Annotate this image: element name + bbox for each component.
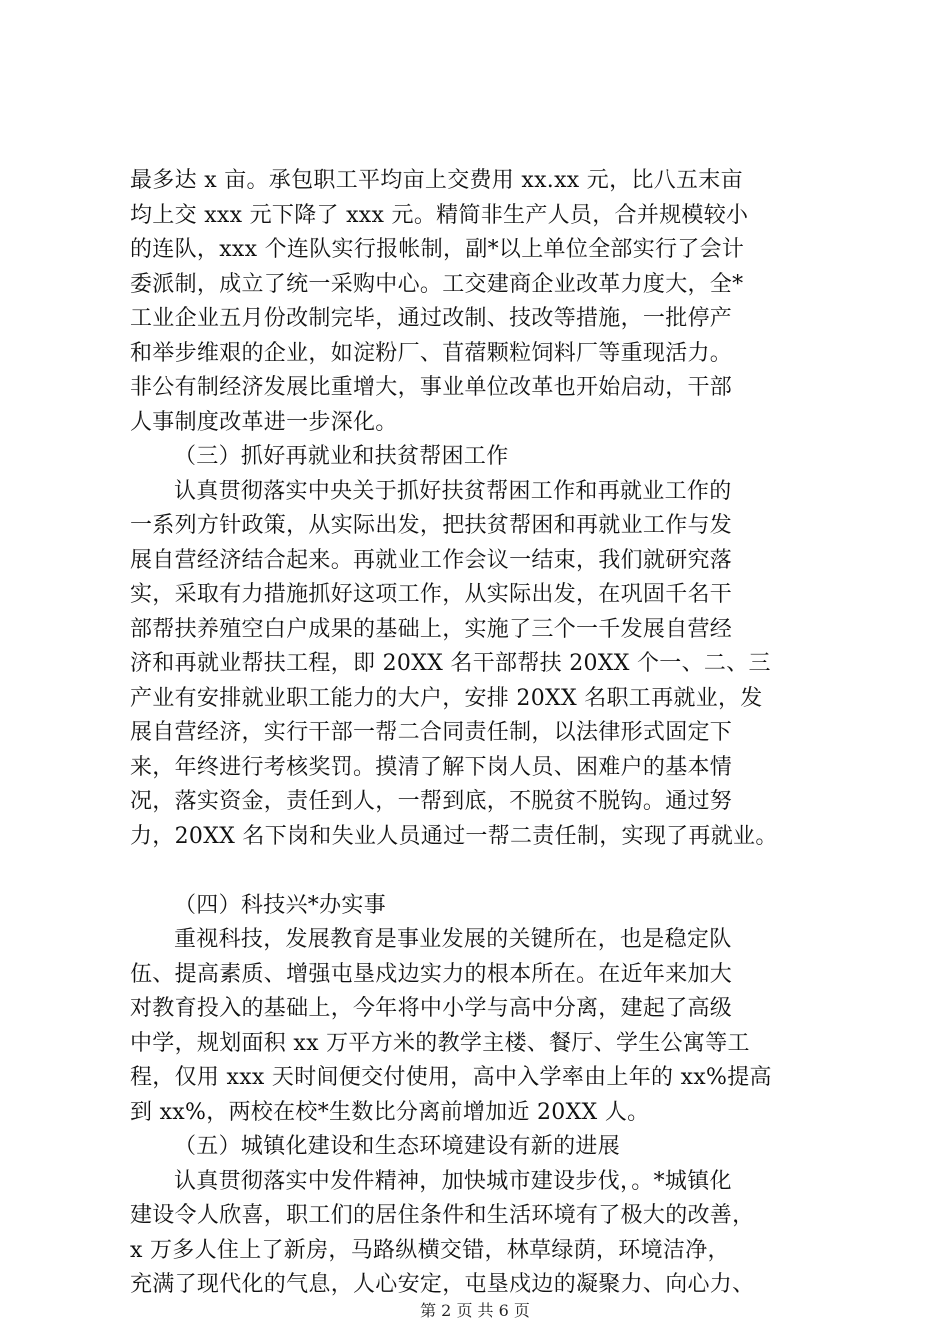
paragraph-line: 一系列方针政策，从实际出发，把扶贫帮困和再就业工作与发	[130, 513, 733, 538]
paragraph-line: 程，仅用 xxx 天时间便交付使用，高中入学率由上年的 xx%提高	[130, 1065, 772, 1090]
paragraph-line: 均上交 xxx 元下降了 xxx 元。精简非生产人员，合并规模较小	[130, 202, 749, 228]
paragraph-line: 展自营经济结合起来。再就业工作会议一结束，我们就研究落	[130, 547, 733, 573]
section-heading-4: （四）科技兴*办实事	[174, 892, 387, 918]
paragraph-line: 委派制，成立了统一采购中心。工交建商企业改革力度大，全*	[130, 271, 744, 297]
paragraph-line: 况，落实资金，责任到人，一帮到底，不脱贫不脱钩。通过努	[130, 789, 733, 814]
paragraph-line: 充满了现代化的气息，人心安定，屯垦戍边的凝聚力、向心力、	[130, 1272, 755, 1297]
paragraph-line: x 万多人住上了新房，马路纵横交错，林草绿荫，环境洁净，	[130, 1237, 730, 1263]
document-body	[130, 164, 840, 1303]
blank-line	[130, 854, 840, 889]
paragraph-line: 认真贯彻落实中央关于抓好扶贫帮困工作和再就业工作的	[174, 478, 732, 504]
paragraph-line: 到 xx%，两校在校*生数比分离前增加近 20XX 人。	[130, 1099, 650, 1125]
section-heading-5: （五）城镇化建设和生态环境建设有新的进展	[174, 1134, 621, 1159]
paragraph-line: 伍、提高素质、增强屯垦戍边实力的根本所在。在近年来加大	[130, 961, 733, 987]
paragraph-line: 认真贯彻落实中发件精神，加快城市建设步伐，。*城镇化	[174, 1168, 732, 1194]
paragraph-line: 展自营经济，实行干部一帮二合同责任制，以法律形式固定下	[130, 720, 733, 745]
page-number-footer: 第 2 页 共 6 页	[420, 1301, 530, 1320]
paragraph-line: 实，采取有力措施抓好这项工作，从实际出发，在巩固千名干	[130, 582, 733, 607]
paragraph-line: 人事制度改革进一步深化。	[130, 409, 398, 435]
paragraph-line: 部帮扶养殖空白户成果的基础上，实施了三个一千发展自营经	[130, 616, 733, 642]
paragraph-line: 和举步维艰的企业，如淀粉厂、苜蓿颗粒饲料厂等重现活力。	[130, 340, 733, 366]
paragraph-line: 来，年终进行考核奖罚。摸清了解下岗人员、困难户的基本情	[130, 754, 733, 780]
paragraph-line: 力，20XX 名下岗和失业人员通过一帮二责任制，实现了再就业。	[130, 823, 778, 849]
paragraph-line: 济和再就业帮扶工程，即 20XX 名干部帮扶 20XX 个一、二、三	[130, 651, 771, 676]
paragraph-line: 产业有安排就业职工能力的大户，安排 20XX 名职工再就业，发	[130, 685, 763, 711]
paragraph-line: 重视科技，发展教育是事业发展的关键所在，也是稳定队	[174, 927, 732, 952]
paragraph-line: 非公有制经济发展比重增大，事业单位改革也开始启动，干部	[130, 375, 733, 400]
paragraph-line: 对教育投入的基础上，今年将中小学与高中分离，建起了高级	[130, 996, 733, 1021]
paragraph-line: 工业企业五月份改制完毕，通过改制、技改等措施，一批停产	[130, 306, 733, 331]
section-heading-3: （三）抓好再就业和扶贫帮困工作	[174, 444, 509, 469]
paragraph-line: 最多达 x 亩。承包职工平均亩上交费用 xx.xx 元，比八五末亩	[130, 168, 743, 193]
paragraph-line: 中学，规划面积 xx 万平方米的教学主楼、餐厅、学生公寓等工	[130, 1030, 750, 1056]
paragraph-line: 的连队，xxx 个连队实行报帐制，副*以上单位全部实行了会计	[130, 237, 745, 262]
paragraph-line: 建设令人欣喜，职工们的居住条件和生活环境有了极大的改善，	[130, 1203, 755, 1228]
